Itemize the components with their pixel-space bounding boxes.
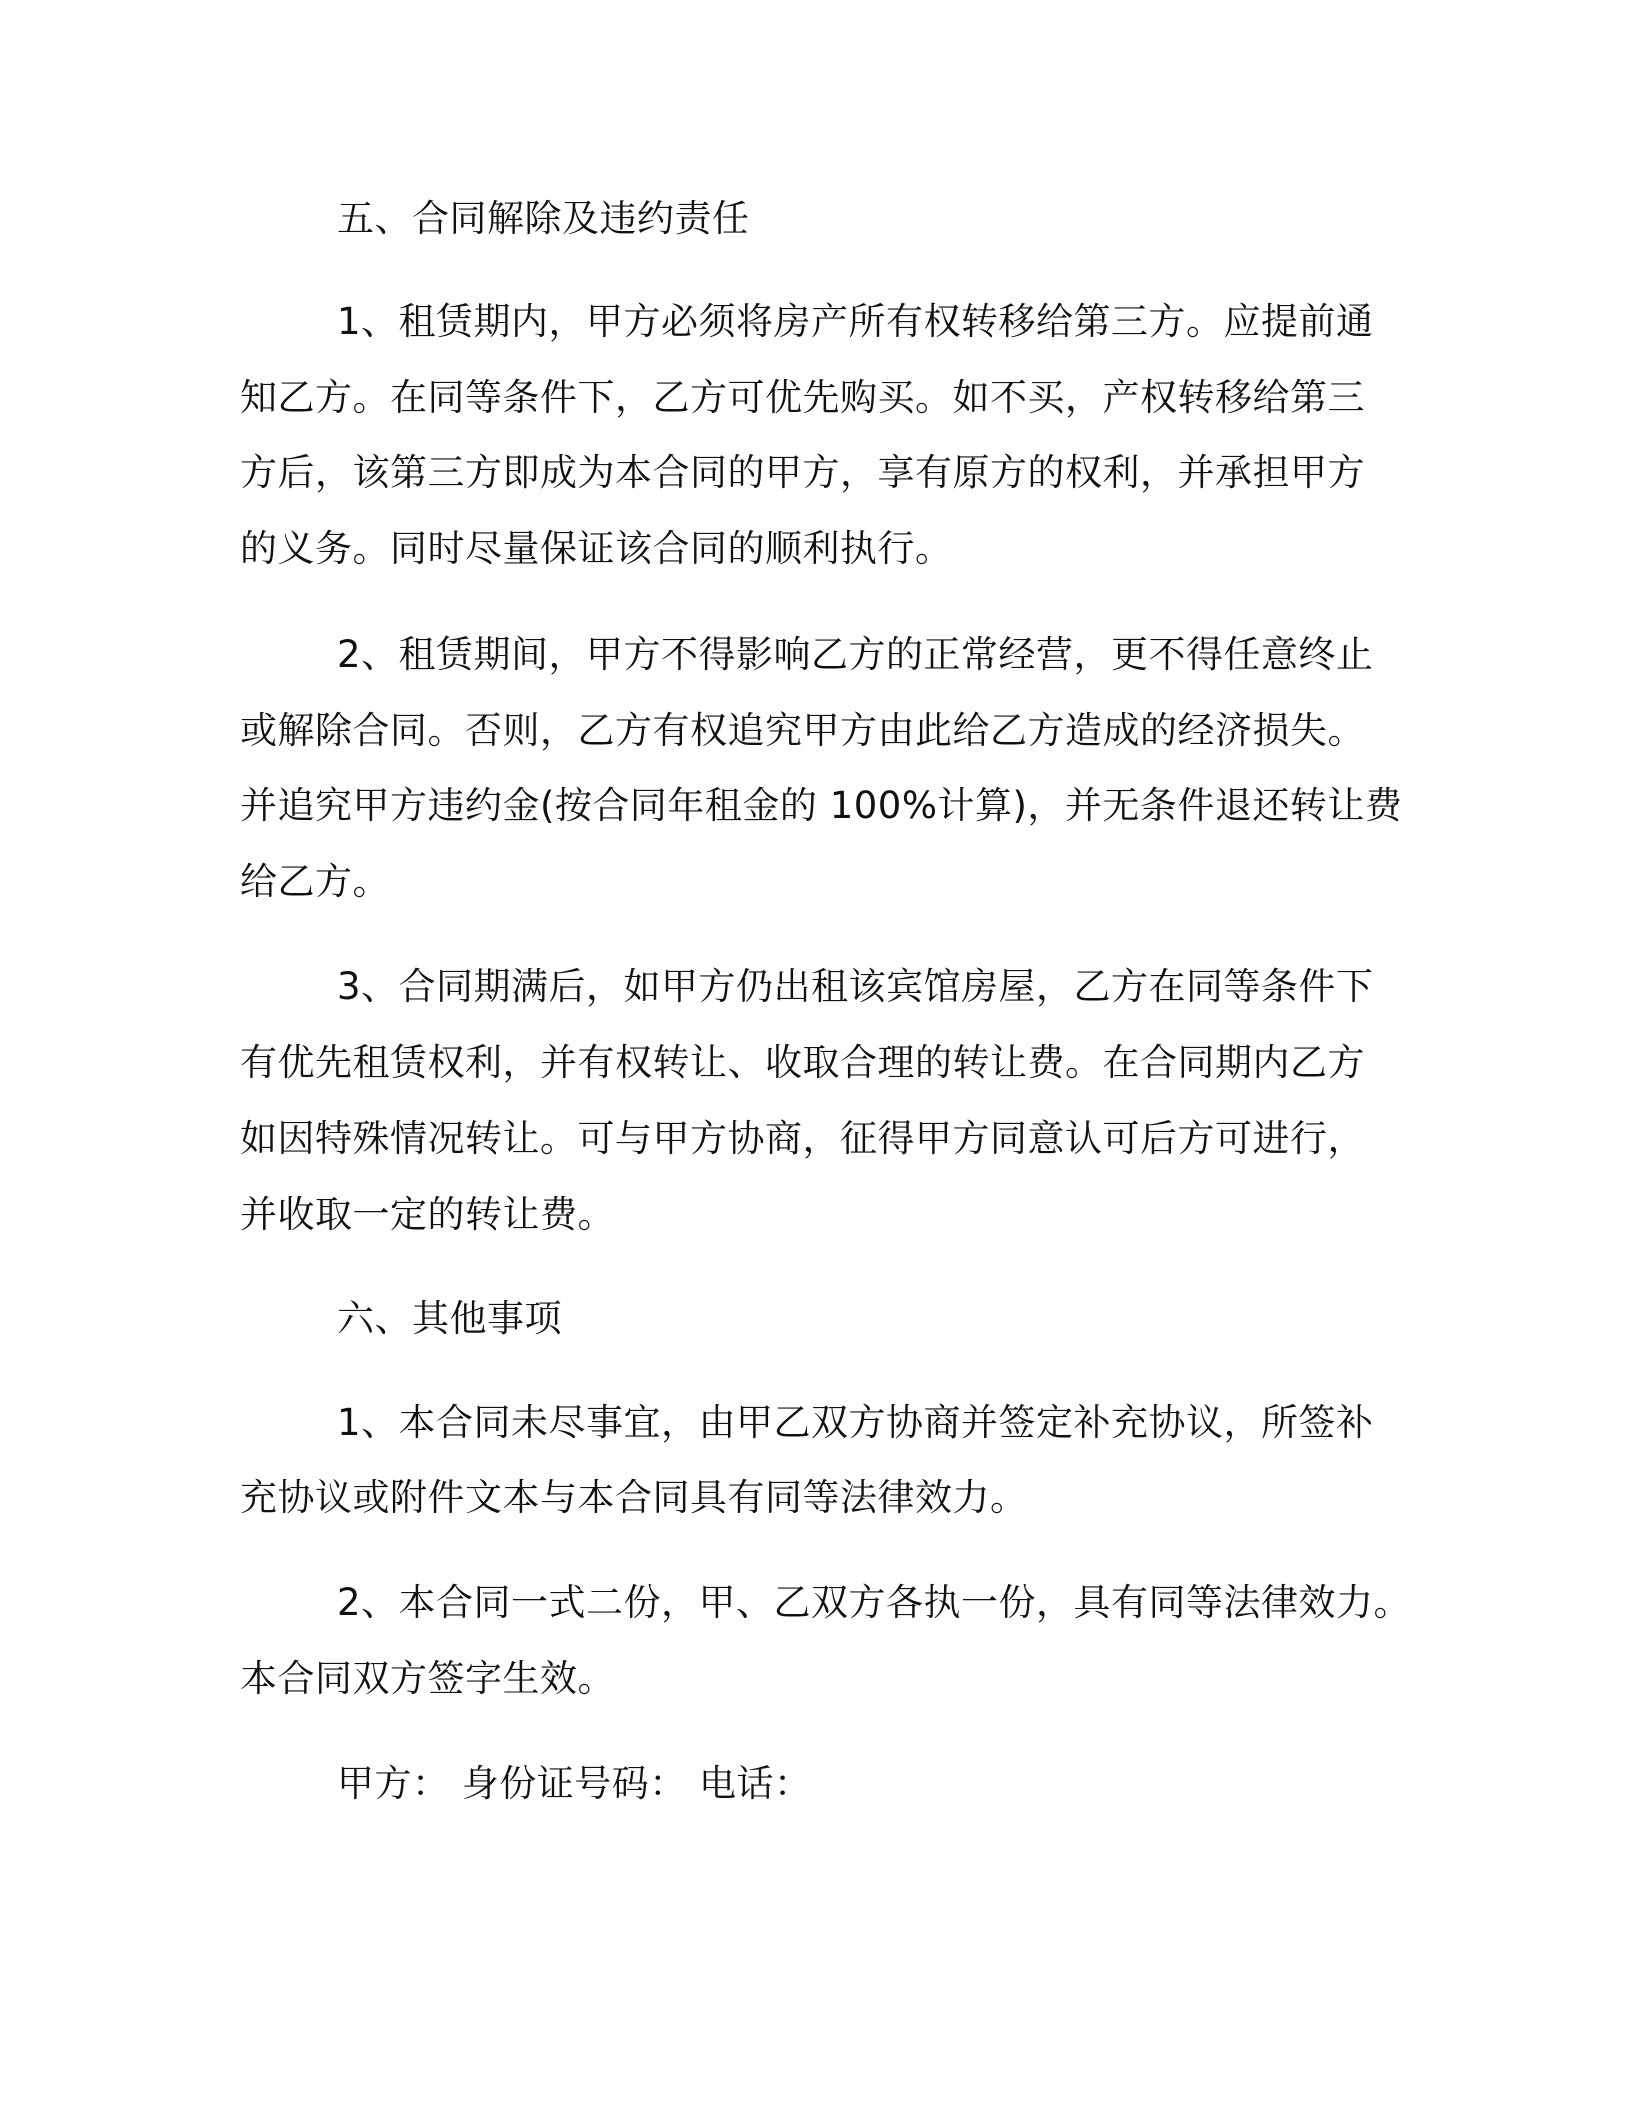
paragraph-line: 方后，该第三方即成为本合同的甲方，享有原方的权利，并承担甲方	[240, 451, 1365, 494]
paragraph-line: 3、合同期满后，如甲方仍出租该宾馆房屋，乙方在同等条件下	[337, 965, 1374, 1008]
paragraph-line: 有优先租赁权利，并有权转让、收取合理的转让费。在合同期内乙方	[240, 1041, 1365, 1084]
paragraph-line: 本合同双方签字生效。	[240, 1657, 615, 1700]
paragraph-line: 知乙方。在同等条件下，乙方可优先购买。如不买，产权转移给第三	[240, 376, 1365, 419]
paragraph-line: 1、本合同未尽事宜，由甲乙双方协商并签定补充协议，所签补	[337, 1401, 1374, 1444]
paragraph-line: 并追究甲方违约金(按合同年租金的 100%计算)，并无条件退还转让费	[240, 784, 1403, 827]
paragraph-line: 或解除合同。否则，乙方有权追究甲方由此给乙方造成的经济损失。	[240, 709, 1365, 752]
paragraph-line: 2、本合同一式二份，甲、乙双方各执一份，具有同等法律效力。	[337, 1581, 1412, 1624]
section-heading: 六、其他事项	[337, 1297, 562, 1340]
section-heading: 五、合同解除及违约责任	[337, 197, 750, 240]
paragraph-line: 并收取一定的转让费。	[240, 1193, 615, 1236]
paragraph-line: 充协议或附件文本与本合同具有同等法律效力。	[240, 1476, 1028, 1519]
paragraph-line: 如因特殊情况转让。可与甲方协商，征得甲方同意认可后方可进行，	[240, 1117, 1365, 1160]
paragraph-line: 1、租赁期内，甲方必须将房产所有权转移给第三方。应提前通	[337, 300, 1374, 343]
paragraph-line: 2、租赁期间，甲方不得影响乙方的正常经营，更不得任意终止	[337, 633, 1374, 676]
signature-line: 甲方： 身份证号码： 电话：	[337, 1762, 812, 1805]
paragraph-line: 给乙方。	[240, 860, 390, 903]
paragraph-line: 的义务。同时尽量保证该合同的顺利执行。	[240, 527, 953, 570]
